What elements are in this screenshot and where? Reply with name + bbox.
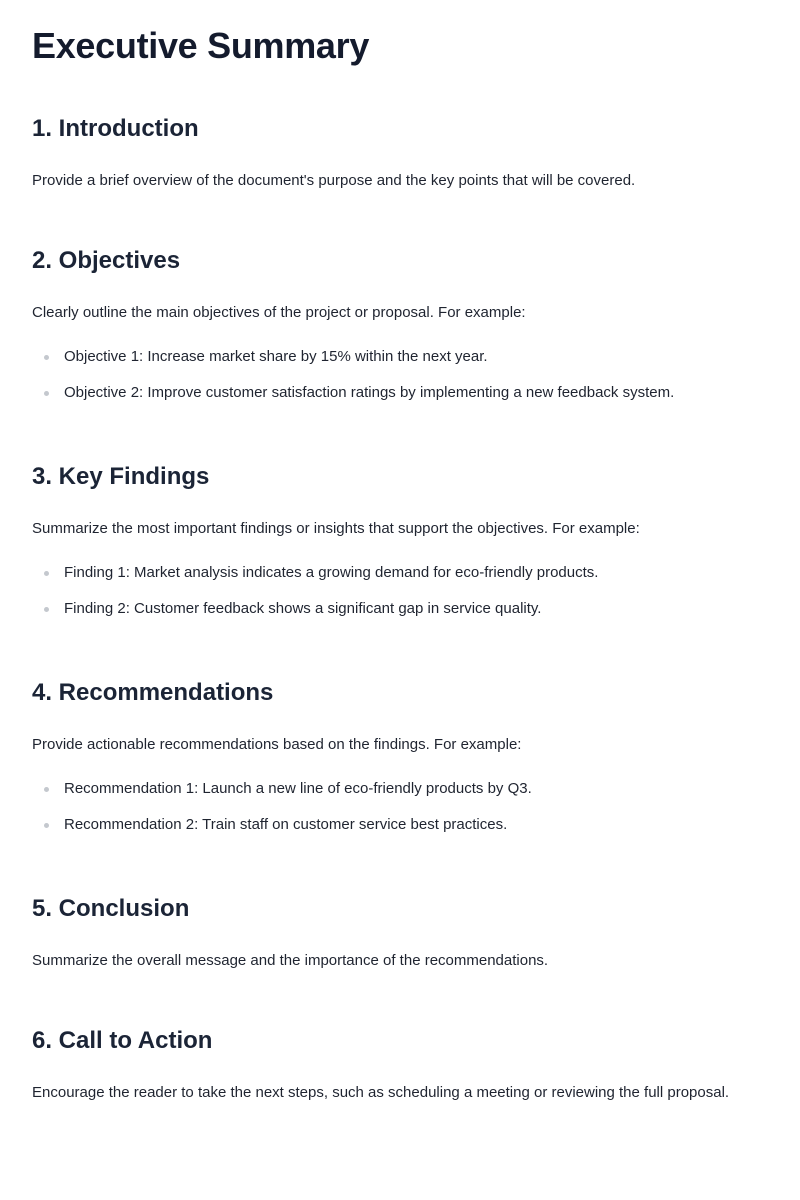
list-item-text: Recommendation 1: Launch a new line of eco-friendly products by Q3.	[64, 780, 532, 797]
findings-list	[32, 563, 768, 619]
list-item	[32, 383, 768, 403]
list-item-text: Recommendation 2: Train staff on customer service best practices.	[64, 816, 508, 833]
bullet-icon	[44, 607, 49, 612]
section-heading: 2. Objectives	[32, 247, 181, 274]
section-key-findings	[32, 462, 768, 635]
section-objectives	[32, 246, 768, 419]
list-item	[32, 779, 768, 799]
section-paragraph: Encourage the reader to take the next steps, such as scheduling a meeting or reviewing the full proposal.	[32, 1084, 730, 1101]
list-item-text: Objective 1: Increase market share by 15% within the next year.	[64, 348, 488, 365]
list-item	[32, 563, 768, 583]
section-paragraph: Summarize the most important findings or insights that support the objectives. For example:	[32, 520, 640, 537]
recommendations-list	[32, 779, 768, 835]
list-item-text: Finding 1: Market analysis indicates a growing demand for eco-friendly products.	[64, 564, 599, 581]
section-introduction	[32, 114, 768, 191]
list-item-text: Finding 2: Customer feedback shows a significant gap in service quality.	[64, 600, 542, 617]
section-conclusion	[32, 894, 768, 971]
bullet-icon	[44, 355, 49, 360]
section-heading: 6. Call to Action	[32, 1027, 213, 1054]
list-item	[32, 815, 768, 835]
section-heading: 3. Key Findings	[32, 463, 210, 490]
section-heading: 5. Conclusion	[32, 895, 190, 922]
section-call-to-action	[32, 1026, 768, 1103]
list-item	[32, 599, 768, 619]
section-paragraph: Summarize the overall message and the importance of the recommendations.	[32, 952, 549, 969]
objectives-list	[32, 347, 768, 403]
section-paragraph: Provide a brief overview of the document's purpose and the key points that will be covered.	[32, 172, 636, 189]
bullet-icon	[44, 391, 49, 396]
section-paragraph: Clearly outline the main objectives of the project or proposal. For example:	[32, 304, 526, 321]
bullet-icon	[44, 571, 49, 576]
list-item-text: Objective 2: Improve customer satisfaction ratings by implementing a new feedback system.	[64, 384, 675, 401]
page-title: Executive Summary	[32, 25, 370, 66]
section-recommendations	[32, 678, 768, 851]
section-paragraph: Provide actionable recommendations based on the findings. For example:	[32, 736, 522, 753]
bullet-icon	[44, 823, 49, 828]
section-heading: 1. Introduction	[32, 115, 199, 142]
bullet-icon	[44, 787, 49, 792]
list-item	[32, 347, 768, 367]
section-heading: 4. Recommendations	[32, 679, 274, 706]
